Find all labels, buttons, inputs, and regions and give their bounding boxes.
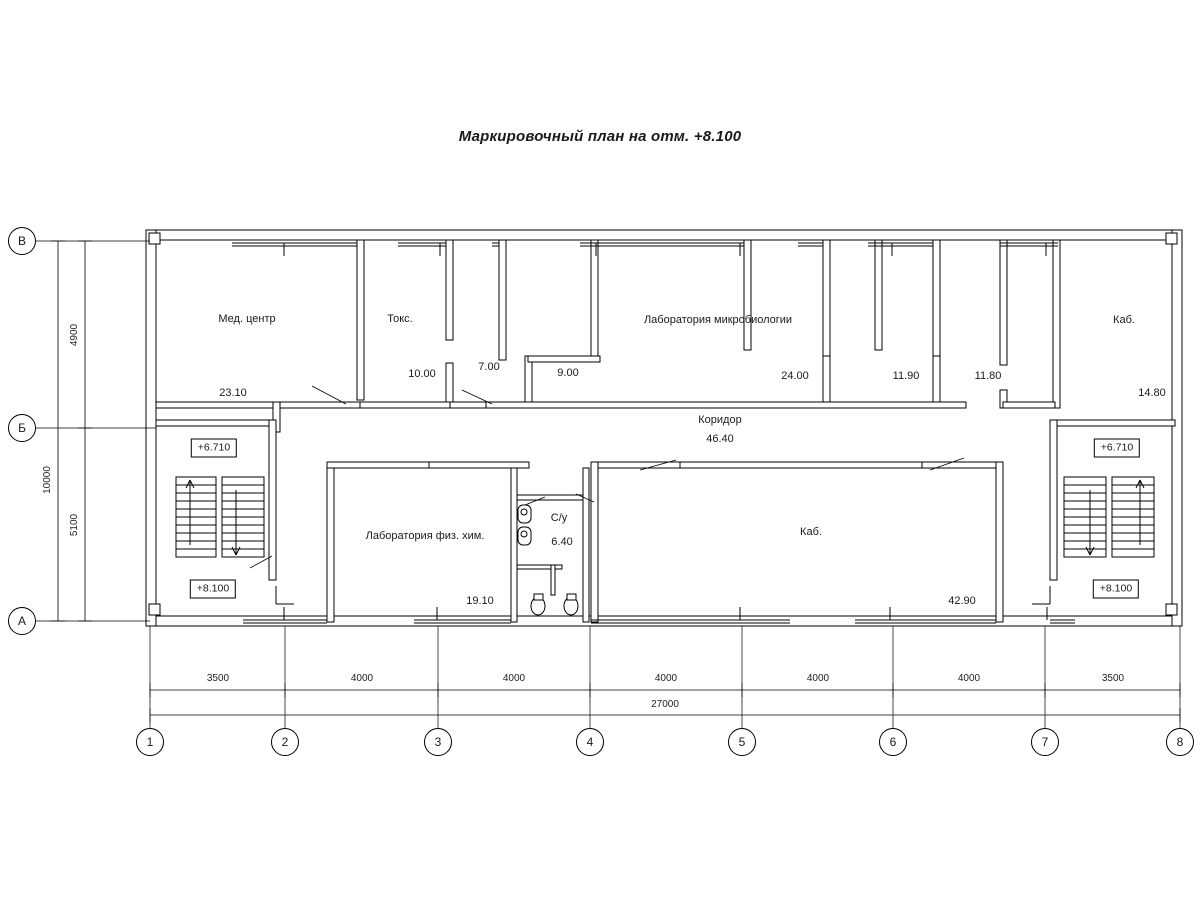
room-area: 11.90 [892, 370, 920, 383]
room-area: 46.40 [706, 433, 734, 446]
room-area: 10.00 [408, 368, 436, 381]
dimension-label: 4000 [350, 672, 374, 684]
axis-marker-2[interactable]: 2 [271, 728, 299, 756]
room-area: 9.00 [557, 367, 579, 380]
room-area: 14.80 [1138, 387, 1166, 400]
room-label: Каб. [1113, 314, 1135, 327]
axis-marker-v[interactable]: В [8, 227, 36, 255]
drawing-title: Маркировочный план на отм. +8.100 [458, 128, 742, 145]
total-length-label: 27000 [651, 698, 679, 710]
axis-marker-6[interactable]: 6 [879, 728, 907, 756]
elevation-mark: +6.710 [1094, 439, 1140, 458]
axis-marker-3[interactable]: 3 [424, 728, 452, 756]
room-label: С/у [550, 512, 568, 525]
elevation-mark: +6.710 [191, 439, 237, 458]
dimension-label: 4000 [957, 672, 981, 684]
axis-marker-7[interactable]: 7 [1031, 728, 1059, 756]
axis-marker-4[interactable]: 4 [576, 728, 604, 756]
axis-marker-a[interactable]: А [8, 607, 36, 635]
room-label: Лаборатория микробиологии [643, 314, 793, 327]
room-area: 24.00 [781, 370, 809, 383]
room-area: 23.10 [219, 387, 247, 400]
elevation-mark: +8.100 [1093, 580, 1139, 599]
dimension-label: 3500 [206, 672, 230, 684]
dimension-label: 4000 [502, 672, 526, 684]
dimension-label: 4000 [806, 672, 830, 684]
axis-marker-5[interactable]: 5 [728, 728, 756, 756]
room-label: Лаборатория физ. хим. [365, 530, 485, 543]
axis-marker-8[interactable]: 8 [1166, 728, 1194, 756]
room-area: 6.40 [551, 536, 573, 549]
room-label: Токс. [387, 313, 413, 326]
room-area: 42.90 [948, 595, 976, 608]
vertical-total-label: 10000 [41, 466, 53, 494]
room-area: 7.00 [478, 361, 500, 374]
room-area: 19.10 [466, 595, 494, 608]
room-label: Мед. центр [218, 313, 276, 326]
elevation-mark: +8.100 [190, 580, 236, 599]
axis-marker-1[interactable]: 1 [136, 728, 164, 756]
room-label: Коридор [698, 414, 742, 427]
room-area: 11.80 [974, 370, 1002, 383]
axis-marker-b[interactable]: Б [8, 414, 36, 442]
room-label: Каб. [800, 526, 822, 539]
dimension-label: 3500 [1101, 672, 1125, 684]
dimension-label: 4900 [68, 323, 80, 347]
dimension-label: 4000 [654, 672, 678, 684]
dimension-label: 5100 [68, 513, 80, 537]
